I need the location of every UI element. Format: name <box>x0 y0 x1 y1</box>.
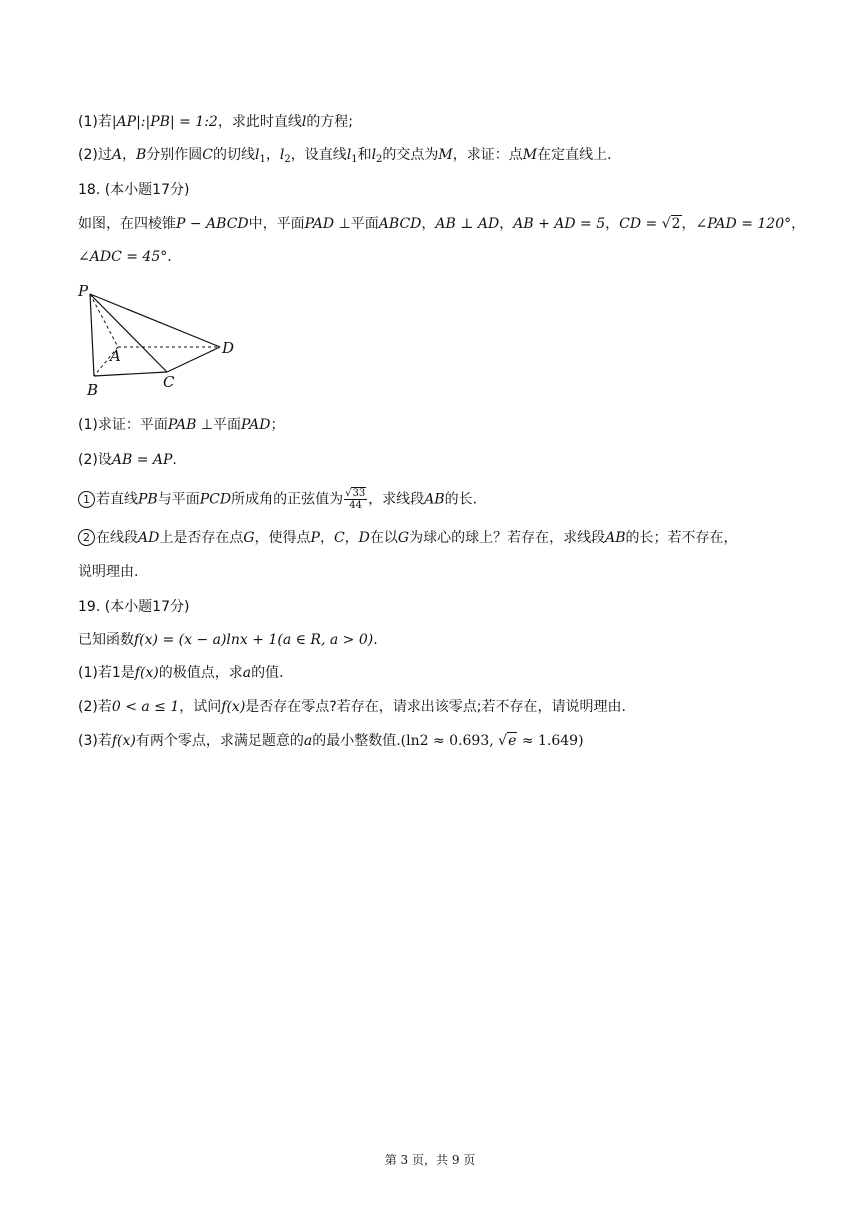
q18-stem-line1: 如图，在四棱锥P − ABCD中，平面PAD ⊥平面ABCD，AB ⊥ AD，AB + AD = 5，CD = √2，∠PAD = 120°， <box>78 216 806 232</box>
math: l <box>279 147 285 163</box>
math: (ln2 ≈ 0.693, <box>400 733 499 749</box>
text: 如图，在四棱锥 <box>78 216 176 232</box>
subscript: 2 <box>376 154 383 165</box>
math: a <box>242 665 252 681</box>
fraction: $\frac{√33}{44}$ <box>345 488 366 511</box>
math: 0 < a ≤ 1 <box>111 699 180 715</box>
text: 设 <box>97 452 112 468</box>
text: ， <box>121 147 136 163</box>
text: . <box>172 452 177 468</box>
math: e <box>508 733 517 749</box>
vertex-label-P: P <box>78 282 89 300</box>
denominator: 44 <box>349 500 362 511</box>
math: B <box>135 147 147 163</box>
math: PAD <box>304 216 335 232</box>
math: PAD <box>241 417 271 433</box>
text: 若直线 <box>96 491 138 508</box>
q19-part1 <box>78 663 284 683</box>
text: 已知函数 <box>78 632 134 648</box>
text: 的长；若不存在， <box>625 530 738 546</box>
subscript: 1 <box>259 154 266 165</box>
edge-CD <box>167 347 220 372</box>
text: ， <box>319 530 334 546</box>
circled-number: 1 <box>78 491 95 508</box>
text: 在定直线上. <box>537 147 612 163</box>
vertex-label-D: D <box>222 339 235 357</box>
q18-part2 <box>78 450 177 470</box>
text: 与平面 <box>157 491 200 508</box>
text: 上是否存在点 <box>159 530 244 546</box>
text: ，使得点 <box>254 530 311 546</box>
page-footer: 第 3 页，共 9 页 <box>384 1153 476 1167</box>
text: ， <box>681 216 696 232</box>
part-label: (3) <box>78 733 98 749</box>
math: AB <box>605 530 626 546</box>
math: 2 <box>671 216 681 232</box>
numerator: 33 <box>352 488 366 499</box>
text: ⊥平面 <box>334 216 379 232</box>
math: l <box>371 147 377 163</box>
math: D <box>358 530 370 546</box>
math: |AP|:|PB| = 1:2 <box>111 114 218 130</box>
text: . <box>373 632 378 648</box>
text: ， <box>605 216 620 232</box>
math: M <box>522 147 538 163</box>
math: AD <box>138 530 160 546</box>
text: ， <box>499 216 514 232</box>
math: P − ABCD <box>176 216 249 232</box>
text: 过 <box>97 147 112 163</box>
q17-part1 <box>78 112 353 132</box>
circled-number: 2 <box>78 529 95 546</box>
q17-part2 <box>78 145 612 170</box>
edge-PD <box>90 294 220 347</box>
math: ∠PAD = 120° <box>695 216 792 232</box>
text: 的交点为 <box>382 147 439 163</box>
subscript: 1 <box>351 154 358 165</box>
text: 的切线 <box>212 147 255 163</box>
text: ； <box>270 417 285 433</box>
q18-part1 <box>78 415 285 435</box>
q18-stem-line2 <box>78 247 172 267</box>
text: 的值. <box>251 665 284 681</box>
edge-PA-hidden <box>90 294 118 347</box>
math: f(x) = (x − a)lnx + 1(a ∈ R, a > 0) <box>134 632 374 648</box>
math: AB ⊥ AD <box>435 216 500 232</box>
math: P <box>310 530 320 546</box>
text: 若 <box>97 733 112 749</box>
math: PAB <box>167 417 197 433</box>
text: ， <box>791 216 806 232</box>
subscript: 2 <box>284 154 291 165</box>
math: ∠ADC = 45° <box>78 249 168 265</box>
math: C <box>202 147 213 163</box>
math: ≈ 1.649) <box>517 733 584 749</box>
math: l <box>346 147 352 163</box>
text: 若 <box>97 114 112 130</box>
text: ，求此时直线 <box>217 114 302 130</box>
math: f(x) <box>221 699 246 715</box>
math: l <box>301 114 307 130</box>
math: f(x) <box>111 733 136 749</box>
text: 分别作圆 <box>146 147 203 163</box>
part-label: (1) <box>78 665 98 681</box>
vertex-label-B: B <box>87 381 99 399</box>
text: 在线段 <box>96 530 138 546</box>
text: 为球心的球上？若存在，求线段 <box>409 530 606 546</box>
text: 若 <box>97 699 112 715</box>
math: a <box>303 733 313 749</box>
text: 在以 <box>369 530 398 546</box>
pyramid-figure <box>74 280 254 400</box>
part-label: (1) <box>78 417 98 433</box>
text: ，设直线 <box>290 147 347 163</box>
vertex-label-A: A <box>110 347 121 365</box>
q19-stem <box>78 630 378 650</box>
text: 所成角的正弦值为 <box>231 491 344 508</box>
part-label: (2) <box>78 452 98 468</box>
math: G <box>243 530 255 546</box>
q19-part3: (3)若f(x)有两个零点，求满足题意的a的最小整数值.(ln2 ≈ 0.693, √e ≈ 1.649) <box>78 733 584 749</box>
text: 求证：平面 <box>97 417 168 433</box>
text: 中，平面 <box>248 216 305 232</box>
text: 是否存在零点?若存在，请求出该零点;若不存在，请说明理由. <box>245 699 626 715</box>
math: PB <box>138 491 158 508</box>
vertex-label-C: C <box>163 373 175 391</box>
math: CD = <box>619 216 662 232</box>
text: ⊥平面 <box>196 417 242 433</box>
edge-BC <box>94 372 167 376</box>
text: 若1是 <box>97 665 135 681</box>
text: ，求证：点 <box>452 147 523 163</box>
q18-part2-i <box>78 488 477 511</box>
math: f(x) <box>134 665 159 681</box>
math: AB + AD = 5 <box>513 216 606 232</box>
text: 有两个零点，求满足题意的 <box>135 733 304 749</box>
q18-heading: 18. (本小题17分) <box>78 182 190 198</box>
text: ， <box>265 147 280 163</box>
text: 的方程; <box>306 114 354 130</box>
edge-PC <box>90 294 167 372</box>
part-label: (2) <box>78 699 98 715</box>
math: C <box>333 530 345 546</box>
text: ， <box>344 530 359 546</box>
math: AB = AP <box>111 452 173 468</box>
q18-part2-ii-cont: 说明理由. <box>78 564 139 580</box>
math: AB <box>424 491 445 508</box>
math: l <box>254 147 260 163</box>
math: G <box>397 530 410 546</box>
text: 和 <box>357 147 372 163</box>
q19-heading: 19. (本小题17分) <box>78 599 190 615</box>
text: ，试问 <box>179 699 222 715</box>
math: PCD <box>199 491 232 508</box>
text: 的极值点，求 <box>158 665 243 681</box>
text: 的最小整数值. <box>312 733 401 749</box>
math: ABCD <box>378 216 422 232</box>
text: ， <box>421 216 436 232</box>
text: . <box>167 249 172 265</box>
part-label: (2) <box>78 147 98 163</box>
math: M <box>438 147 453 163</box>
q19-part2 <box>78 697 626 717</box>
text: ，求线段 <box>368 491 425 508</box>
math: A <box>111 147 122 163</box>
text: 的长. <box>444 491 478 508</box>
q18-part2-ii <box>78 528 738 548</box>
part-label: (1) <box>78 114 98 130</box>
edge-PB <box>90 294 94 376</box>
